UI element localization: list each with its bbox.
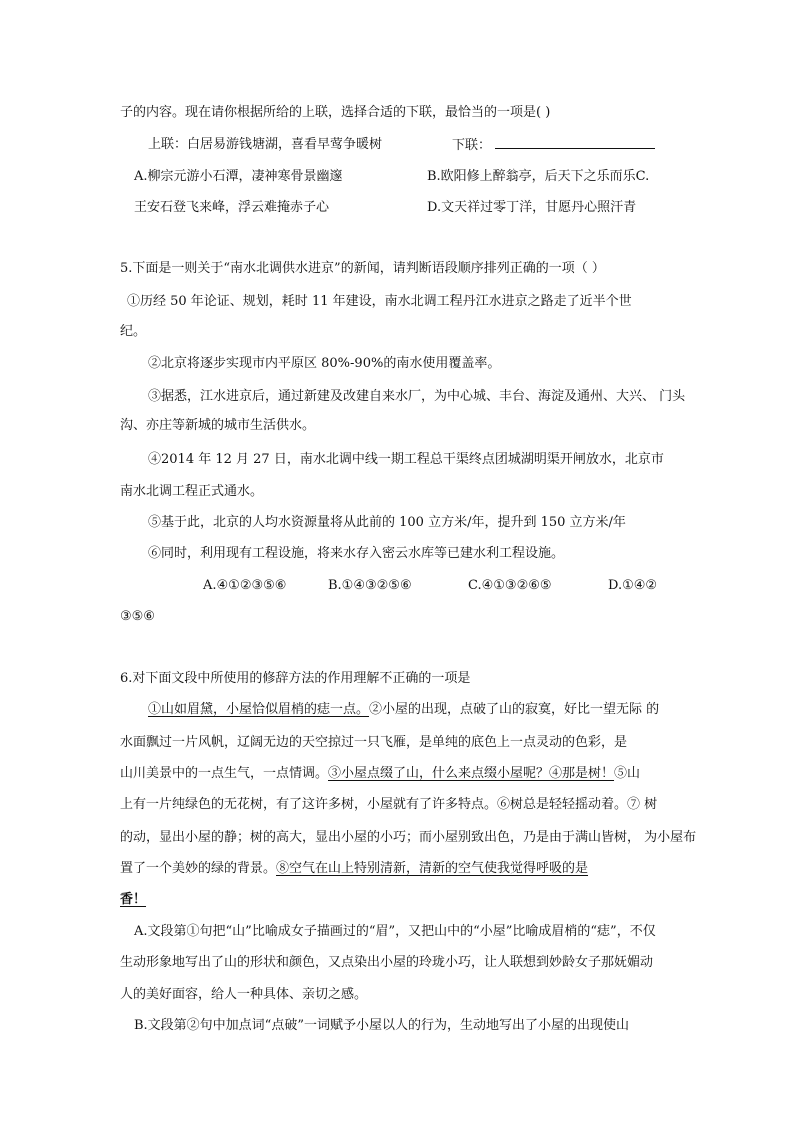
q6-text-b: ⑤山 (614, 766, 641, 781)
q5-option-d: D.①④② (608, 578, 658, 593)
q6-stem: 6.对下面文段中所使用的修辞方法的作用理解不正确的一项是 (120, 671, 471, 686)
q6-passage-line-2: 水面飘过一片风帆，辽阔无边的天空掠过一只飞雁，是单纯的底色上一点灵动的色彩，是 (120, 735, 628, 750)
q6-option-b-line-1: B.文段第②句中加点词“点破”一词赋予小屋以人的行为，生动地写出了小屋的出现使山 (134, 1018, 629, 1033)
q5-stem: 5.下面是一则关于“南水北调供水进京”的新闻，请判断语段顺序排列正确的一项（ ） (120, 261, 605, 276)
q6-text-a: 山川美景中的一点生气，一点情调。 (120, 766, 329, 781)
q5-sentence-4b: 南水北调工程正式通水。 (120, 484, 264, 499)
q5-sentence-1a: ①历经 50 年论证、规划，耗时 11 年建设，南水北调工程丹江水进京之路走了近半个世 (127, 294, 632, 309)
q4-lower-couplet (452, 136, 655, 155)
q6-passage-line-3 (120, 765, 640, 783)
q4-upper-couplet: 上联：白居易游钱塘湖，喜看早莺争暖树 (148, 137, 383, 152)
q6-passage-line-4: 上有一片纯绿色的无花树，有了这许多树，小屋就有了许多特点。⑥树总是轻轻摇动着。⑦ 树 (120, 797, 658, 812)
q6-text-c: 置了一个美妙的绿的背景。 (120, 861, 277, 876)
q4-option-c: 王安石登飞来峰，浮云难掩赤子心 (134, 200, 330, 215)
q5-option-d-cont: ③⑤⑥ (120, 609, 155, 624)
q6-passage-line-5: 的动，显出小屋的静；树的高大，显出小屋的小巧；而小屋别致出色，乃是由于满山皆树， 为小屋布 (120, 830, 697, 845)
q5-sentence-6: ⑥同时，利用现有工程设施，将来水存入密云水库等已建水利工程设施。 (148, 546, 565, 561)
q5-option-a: A.④①②③⑤⑥ (203, 578, 287, 593)
q6-sentence-1: ①山如眉黛，小屋恰似眉梢的痣一点。 (148, 702, 370, 717)
q5-sentence-3a: ③据悉，江水进京后，通过新建及改建自来水厂，为中心城、丰台、海淀及通州、大兴、 门头 (148, 389, 686, 404)
q4-option-d: D.文天祥过零丁洋，甘愿丹心照汗青 (427, 200, 637, 215)
q5-sentence-2: ②北京将逐步实现市内平原区 80%-90%的南水使用覆盖率。 (148, 356, 501, 371)
q5-sentence-1b: 纪。 (120, 324, 147, 339)
q4-intro: 子的内容。现在请你根据所给的上联，选择合适的下联，最恰当的一项是( ) (120, 105, 551, 120)
q4-option-b: B.欧阳修上醉翁亭，后天下之乐而乐C. (427, 169, 650, 184)
q6-option-a-line-1: A.文段第①句把“山”比喻成女子描画过的“眉”，又把山中的“小屋”比喻成眉梢的“痣”，不仅 (134, 924, 656, 939)
q5-sentence-5: ⑤基于此，北京的人均水资源量将从此前的 100 立方米/年，提升到 150 立方米/年 (148, 515, 626, 530)
q4-option-a: A.柳宗元游小石潭，凄神寒骨景幽邃 (134, 169, 343, 184)
q5-sentence-3b: 沟、亦庄等新城的城市生活供水。 (120, 418, 316, 433)
q6-sentence-3-4: ③小屋点缀了山，什么来点缀小屋呢？④那是树！ (328, 766, 615, 781)
q6-sentence-2: ②小屋的出现，点破了山的寂寞，好比一望无际 的 (369, 702, 660, 717)
q5-sentence-4a: ④2014 年 12 月 27 日，南水北调中线一期工程总干渠终点团城湖明渠开闸放水，北京市 (148, 452, 664, 467)
q6-passage-line-1 (148, 701, 659, 719)
q5-option-b: B.①④③②⑤⑥ (328, 578, 412, 593)
q6-sentence-8: ⑧空气在山上特别清新，清新的空气使我觉得呼吸的是 (276, 861, 589, 876)
q6-option-a-line-2: 生动形象地写出了山的形状和颜色，又点染出小屋的玲珑小巧，让人联想到妙龄女子那妩媚动 (120, 955, 654, 970)
q6-passage-line-7: 香！ (120, 892, 147, 907)
q6-option-a-line-3: 人的美好面容，给人一种具体、亲切之感。 (120, 987, 368, 1002)
q4-answer-blank (495, 136, 655, 149)
q5-option-c: C.④①③②⑥⑤ (468, 578, 552, 593)
q4-lower-label: 下联： (452, 138, 492, 153)
q6-passage-line-6 (120, 860, 588, 878)
